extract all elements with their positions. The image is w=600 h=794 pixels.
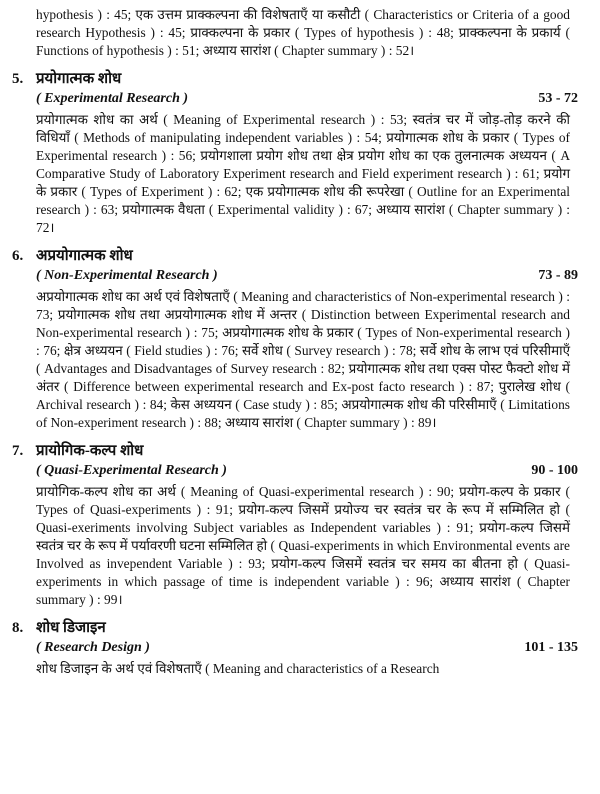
chapter-8 (12, 619, 578, 678)
chapter-title-hindi: शोध डिजाइन (36, 620, 106, 636)
chapter-title-hindi: प्रयोगात्मक शोध (36, 71, 122, 87)
chapter-title-english: ( Experimental Research ) (36, 91, 189, 106)
chapter-number: 7. (12, 443, 24, 459)
chapter-number: 6. (12, 248, 24, 264)
chapter-page-range: 90 - 100 (531, 463, 578, 478)
chapter-heading (12, 247, 570, 266)
chapter-5 (12, 70, 578, 237)
chapter-entries-text: शोध डिजाइन के अर्थ एवं विशेषताएँ ( Meaning and characteristics of a Research (36, 661, 440, 676)
chapter-heading (12, 70, 570, 89)
chapter-title-english: ( Quasi-Experimental Research ) (36, 463, 227, 478)
chapter-page-range: 73 - 89 (538, 268, 578, 283)
chapter-subtitle-row (12, 639, 578, 657)
chapter-heading (12, 442, 570, 461)
chapter-title-hindi: अप्रयोगात्मक शोध (36, 248, 133, 264)
chapter-page-range: 101 - 135 (524, 640, 578, 655)
chapter-subtitle-row (12, 267, 578, 285)
intro-entry-text: hypothesis ) : 45; एक उत्तम प्राक्कल्पना की विशेषताएँ या कसौटी ( Characteristics or Criteria of a good research Hypothesis ) : 45; प्राक्कल्पना के प्रकार ( Types of hypothesis ) : 48; प्राक्कल्पना के प्रकार्य ( Functions of hypothesis ) : 51; अध्याय सारांश ( Chapter summary ) : 52। (36, 7, 570, 58)
chapter-entries-text: अप्रयोगात्मक शोध का अर्थ एवं विशेषताएँ ( Meaning and characteristics of Non-experimental research ) : 73; प्रयोगात्मक शोध तथा अप्रयोगात्मक शोध में अन्तर ( Distinction between Experimental research and Non-experimental research ) : 75; अप्रयोगात्मक शोध के प्रकार ( Types of Non-experimental research ) : 76; क्षेत्र अध्ययन ( Field studies ) : 76; सर्वे शोध ( Survey research ) : 78; सर्वे शोध के लाभ एवं परिसीमाएँ ( Advantages and Disadvantages of Survey research : 82; प्रयोगात्मक शोध तथा एक्स पोस्ट फैक्टो शोध में अंतर ( Difference between experimental research and Ex-post facto research ) : 87; पुरालेख शोध ( Archival research ) : 84; केस अध्ययन ( Case study ) : 85; अप्रयोगात्मक शोध की परिसीमाएँ ( Limitations of Non-experiment research ) : 88; अध्याय सारांश ( Chapter summary ) : 89। (36, 289, 570, 430)
chapter-7 (12, 442, 578, 609)
chapter-title-english: ( Research Design ) (36, 640, 150, 655)
chapter-number: 8. (12, 620, 24, 636)
chapter-page-range: 53 - 72 (538, 91, 578, 106)
chapter-entries-text: प्रायोगिक-कल्प शोध का अर्थ ( Meaning of Quasi-experimental research ) : 90; प्रयोग-कल्प के प्रकार ( Types of Quasi-experiments ) : 91; प्रयोग-कल्प जिसमें प्रयोज्य चर स्वतंत्र चर के रूप में सम्मिलित हो ( Quasi-exeriments involving Subject variables as Independent variables ) : 91; प्रयोग-कल्प जिसमें स्वतंत्र चर के रूप में पर्यावरणी घटना सम्मिलित हो ( Quasi-experiments in which Environmental events are Involved as invependent Variable ) : 93; प्रयोग-कल्प जिसमें स्वतंत्र चर समय का बीतना हो ( Quasi-experiments in which passage of time is independent variable ) : 96; अध्याय सारांश ( Chapter summary ) : 99। (36, 484, 570, 607)
chapter-number: 5. (12, 71, 24, 87)
chapter-title-english: ( Non-Experimental Research ) (36, 268, 218, 283)
chapter-title-hindi: प्रायोगिक-कल्प शोध (36, 443, 144, 459)
chapter-heading (12, 619, 570, 638)
chapter-subtitle-row (12, 462, 578, 480)
chapter-6 (12, 247, 578, 432)
chapter-entries-text: प्रयोगात्मक शोध का अर्थ ( Meaning of Experimental research ) : 53; स्वतंत्र चर में जोड़-तोड़ करने की विधियाँ ( Methods of manipulating independent variables ) : 54; प्रयोगात्मक शोध के प्रकार ( Types of Experimental research ) : 56; प्रयोगशाला प्रयोग शोध तथा क्षेत्र प्रयोग शोध का एक तुलनात्मक अध्ययन ( A Comparative Study of Laboratory Experiment research and Field experiment research ) : 61; प्रयोग के प्रकार ( Types of Experiment ) : 62; एक प्रयोगात्मक शोध की रूपरेखा ( Outline for an Experimental research ) : 63; प्रयोगात्मक वैधता ( Experimental validity ) : 67; अध्याय सारांश ( Chapter summary ) : 72। (36, 112, 570, 235)
chapter-subtitle-row (12, 90, 578, 108)
